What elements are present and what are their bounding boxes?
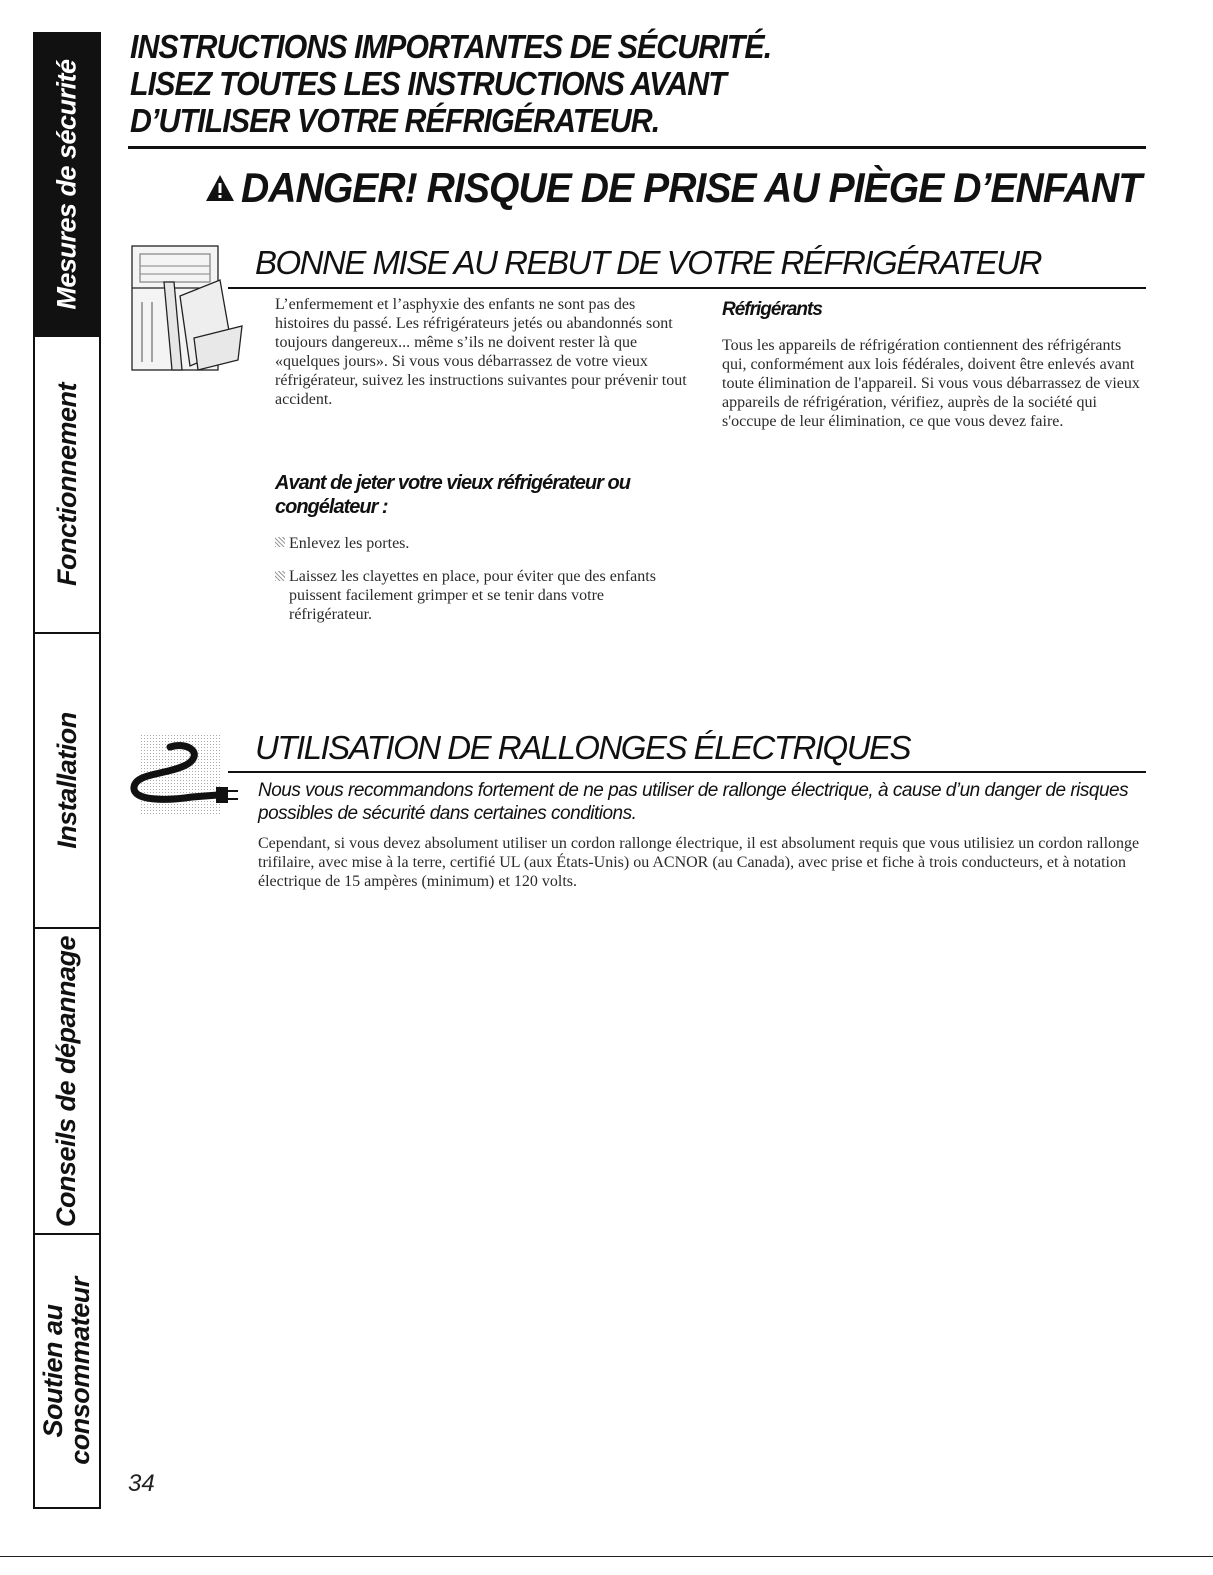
- heading-line-3: D’UTILISER VOTRE RÉFRIGÉRATEUR.: [130, 102, 660, 139]
- tab-label: Installation: [51, 712, 82, 849]
- bullet-icon: [275, 537, 285, 547]
- tab-label-line1: Soutien au: [38, 1304, 68, 1438]
- footer-divider: [0, 1556, 1213, 1557]
- tab-conseils-de-depannage[interactable]: [33, 929, 101, 1235]
- heading-line-2: LISEZ TOUTES LES INSTRUCTIONS AVANT: [130, 65, 726, 102]
- disposal-intro: L’enfermement et l’asphyxie des enfants ne sont pas des histoires du passé. Les réfrigérateurs jetés ou abandonnés sont toujours dangereux... même s’ils ne doivent rester là que «quelques jours». Si vous vous débarrassez de votre vieux réfrigérateur, suivez les instructions suivantes pour prévenir tout accident.: [275, 296, 687, 408]
- heading-line-1: INSTRUCTIONS IMPORTANTES DE SÉCURITÉ.: [130, 28, 772, 65]
- refrigerants-text: Tous les appareils de réfrigération contiennent des réfrigérants qui, conformément aux lois fédérales, doivent être enlevés avant toute élimination de l'appareil. Si vous vous débarrassez de vieux appareils de réfrigération, vérifiez, auprès de la société qui s'occupe de leur élimination, ce que vous devez faire.: [722, 337, 1140, 430]
- bullet-text: Laissez les clayettes en place, pour éviter que des enfants puissent facilement grimper et se tenir dans votre réfrigérateur.: [289, 568, 656, 623]
- bullet-icon: [275, 571, 285, 581]
- disposal-bullet-list: [275, 534, 675, 638]
- extension-warning: Nous vous recommandons fortement de ne pas utiliser de rallonge électrique, à cause d’un danger de risques possibles de sécurité dans certaines conditions.: [258, 780, 1129, 824]
- warning-triangle-icon: [205, 174, 235, 202]
- bullet-text: Enlevez les portes.: [289, 535, 410, 552]
- tab-label: Conseils de dépannage: [51, 935, 82, 1227]
- list-item: [275, 534, 675, 553]
- tab-label-line2: consommateur: [65, 1277, 95, 1465]
- tab-fonctionnement[interactable]: [33, 337, 101, 634]
- list-item: [275, 567, 675, 624]
- tab-label: Mesures de sécurité: [51, 59, 82, 310]
- section-title-extension: UTILISATION DE RALLONGES ÉLECTRIQUES: [255, 729, 911, 766]
- tab-installation[interactable]: [33, 634, 101, 929]
- tab-label: [40, 1277, 94, 1465]
- section-title-disposal: BONNE MISE AU REBUT DE VOTRE RÉFRIGÉRATEUR: [255, 244, 1041, 281]
- extension-text: Cependant, si vous devez absolument utiliser un cordon rallonge électrique, il est absolument requis que vous utilisiez un cordon rallonge trifilaire, avec mise à la terre, certifié UL (aux États-Unis) ou ACNOR (au Canada), avec prise et fiche à trois conducteurs, et à notation électrique de 15 ampères (minimum) et 120 volts.: [258, 835, 1140, 890]
- refrigerants-heading: Réfrigérants: [722, 299, 822, 320]
- page-number: 34: [128, 1470, 155, 1497]
- tab-soutien-au-consommateur[interactable]: [33, 1235, 101, 1509]
- refrigerator-icon: [128, 242, 246, 374]
- page-heading: [130, 28, 1140, 139]
- disposal-subheading: Avant de jeter votre vieux réfrigérateur ou congélateur :: [275, 472, 630, 518]
- tab-label: Fonctionnement: [51, 383, 82, 586]
- danger-title: DANGER! RISQUE DE PRISE AU PIÈGE D’ENFANT: [241, 164, 1142, 211]
- extension-cord-icon: [126, 735, 241, 825]
- heading-divider: [128, 146, 1146, 149]
- section-divider: [228, 771, 1146, 773]
- section-divider: [228, 287, 1146, 289]
- section-tabs: [33, 32, 103, 1509]
- tab-mesures-de-securite[interactable]: [33, 32, 101, 337]
- danger-banner: [205, 165, 1209, 211]
